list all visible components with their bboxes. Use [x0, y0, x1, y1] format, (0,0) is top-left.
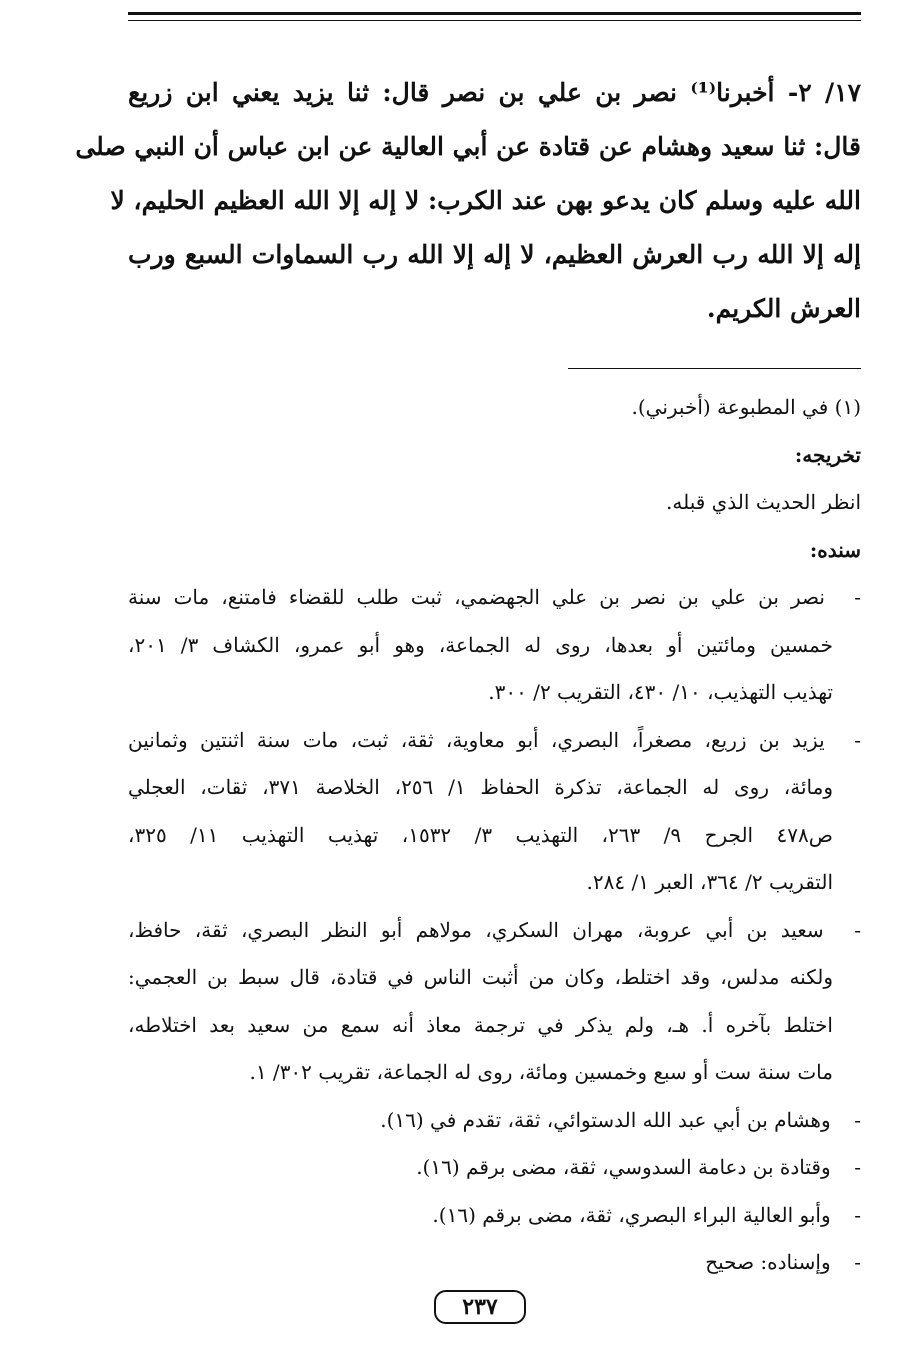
- hadith-line: الله عليه وسلم كان يدعو بهن عند الكرب: لا إله إلا الله العظيم الحليم، لا: [110, 186, 861, 215]
- narrator-entry: [128, 1192, 861, 1240]
- dash-marker: -: [854, 1202, 861, 1227]
- hadith-line: قال: ثنا سعيد وهشام عن قتادة عن أبي العالية عن ابن عباس أن النبي صلى: [75, 132, 861, 161]
- takhrij-heading: تخريجه:: [794, 442, 861, 467]
- footnote-separator: [568, 368, 861, 369]
- entry-line: وقتادة بن دعامة السدوسي، ثقة، مضى برقم (١٦).: [416, 1155, 831, 1179]
- entry-line: نصر بن علي بن نصر بن علي الجهضمي، ثبت طلب للقضاء فامتنع، مات سنة: [128, 585, 825, 609]
- sanad-heading: سنده:: [809, 537, 861, 562]
- page-number: ٢٣٧: [434, 1290, 526, 1324]
- hadith-line: إله إلا الله رب العرش العظيم، لا إله إلا الله رب السماوات السبع ورب: [128, 240, 861, 269]
- hadith-line: العرش الكريم.: [706, 294, 861, 323]
- dash-marker: -: [854, 585, 862, 609]
- hadith-text: [75, 66, 861, 336]
- entry-line: وأبو العالية البراء البصري، ثقة، مضى برقم (١٦).: [432, 1202, 831, 1227]
- entry-line: خمسين ومائتين أو بعدها، روى له الجماعة، وهو أبو عمرو، الكشاف ٣/ ٢٠١،: [128, 632, 833, 657]
- dash-marker: -: [854, 1155, 861, 1179]
- entry-line: يزيد بن زريع، مصغراً، البصري، أبو معاوية، ثقة، ثبت، مات سنة اثنتين وثمانين: [128, 727, 825, 752]
- narrator-entry: [128, 1097, 861, 1145]
- header-double-rule: [128, 12, 861, 21]
- notes-section: [128, 384, 861, 1287]
- entry-line: ص٤٧٨ الجرح ٩/ ٢٦٣، التهذيب ٣/ ١٥٣٢، تهذيب التهذيب ١١/ ٣٢٥،: [128, 822, 833, 847]
- takhrij-text: انظر الحديث الذي قبله.: [666, 490, 861, 514]
- entry-line: ولكنه مدلس، وقد اختلط، وكان من أثبت الناس في قتادة، قال سبط بن العجمي:: [128, 965, 833, 989]
- narrator-entry: [128, 574, 861, 717]
- entry-line: سعيد بن أبي عروبة، مهران السكري، مولاهم أبو النظر البصري، ثقة، حافظ،: [128, 917, 824, 942]
- dash-marker: -: [854, 727, 861, 752]
- dash-marker: -: [854, 1107, 861, 1132]
- entry-line: تهذيب التهذيب، ١٠/ ٤٣٠، التقريب ٢/ ٣٠٠.: [488, 680, 833, 704]
- narrator-entry: [128, 1144, 861, 1192]
- isnad-verdict: [128, 1239, 861, 1287]
- hadith-line: ١٧/ ٢- أخبرنا⁽¹⁾ نصر بن علي بن نصر قال: ثنا يزيد يعني ابن زريع: [128, 78, 861, 107]
- entry-line: مات سنة ست أو سبع وخمسين ومائة، روى له الجماعة، تقريب ٣٠٢/ ١.: [249, 1060, 833, 1084]
- footnote-1: (١) في المطبوعة (أخبرني).: [631, 395, 861, 419]
- entry-line: ومائة، روى له الجماعة، تذكرة الحفاظ ١/ ٢٥٦، الخلاصة ٣٧١، ثقات، العجلي: [128, 775, 833, 799]
- narrator-entry: [128, 907, 861, 1097]
- dash-marker: -: [854, 917, 861, 942]
- entry-line: التقريب ٢/ ٣٦٤، العبر ١/ ٢٨٤.: [586, 870, 833, 894]
- narrator-entry: [128, 717, 861, 907]
- entry-line: وإسناده: صحيح: [705, 1250, 831, 1274]
- dash-marker: -: [854, 1250, 861, 1274]
- entry-line: وهشام بن أبي عبد الله الدستوائي، ثقة، تقدم في (١٦).: [380, 1107, 831, 1132]
- entry-line: اختلط بآخره أ. هـ، ولم يذكر في ترجمة معاذ أنه سمع من سعيد بعد اختلاطه،: [128, 1012, 833, 1037]
